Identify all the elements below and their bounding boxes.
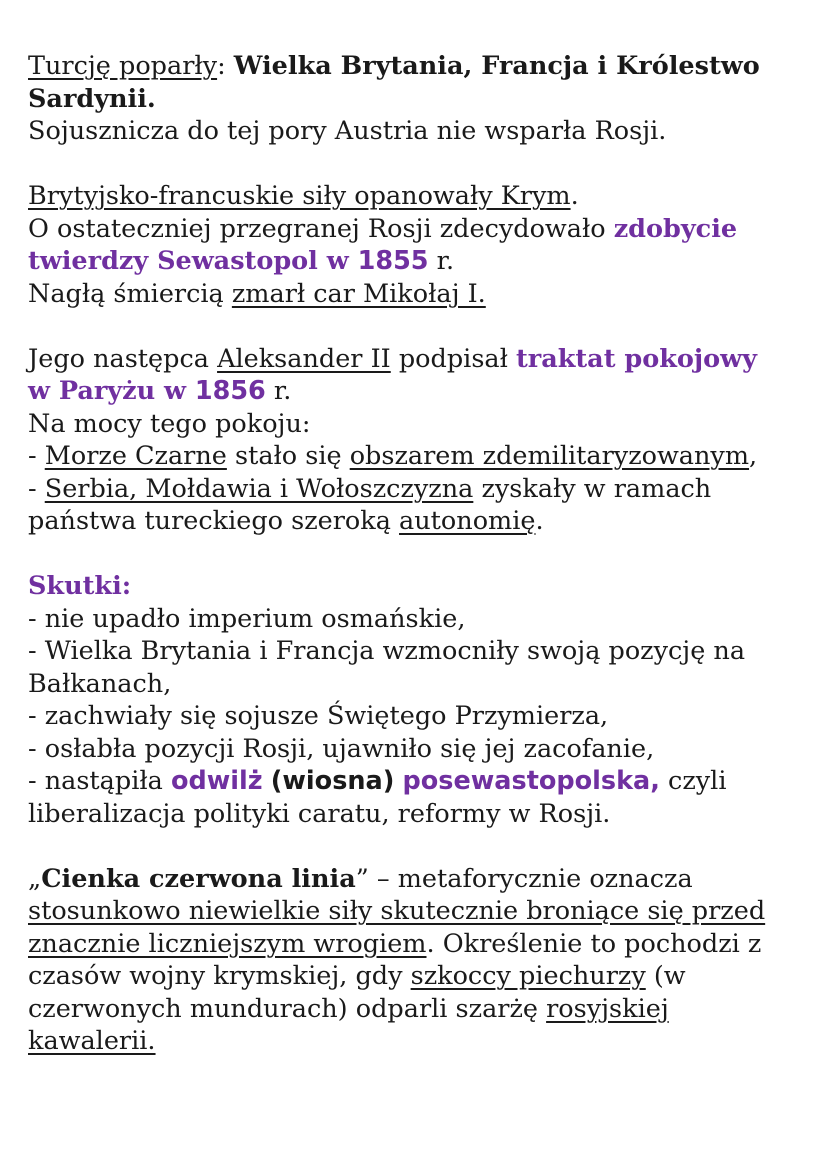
- line: [28, 213, 818, 246]
- text-line: Sojusznicza do tej pory Austria nie wsparła Rosji.: [28, 116, 667, 146]
- text-line: Na mocy tego pokoju:: [28, 408, 311, 439]
- underlined-text: znacznie liczniejszym wrogiem: [28, 928, 427, 959]
- list-item: - zachwiały się sojusze Świętego Przymierza,: [28, 701, 609, 731]
- text: czasów wojny krymskiej, gdy: [28, 961, 411, 991]
- bold-text: (wiosna): [270, 766, 395, 796]
- underlined-text: Morze Czarne: [44, 441, 227, 471]
- text: (w: [645, 961, 686, 991]
- line: [28, 245, 818, 278]
- text: r.: [265, 376, 292, 406]
- underlined-text: stosunkowo niewielkie siły skutecznie broniące się przed: [28, 896, 766, 926]
- text: .: [570, 181, 579, 211]
- line: [28, 375, 818, 408]
- text: ,: [749, 441, 758, 471]
- underlined-text: Turcję poparły: [28, 51, 218, 81]
- underlined-text: Brytyjsko-francuskie siły opanowały Krym: [28, 181, 571, 211]
- bold-text: Wielka Brytania, Francja i Królestwo: [233, 51, 760, 81]
- text: państwa tureckiego szeroką: [28, 506, 400, 536]
- list-item: [28, 765, 818, 798]
- line: [28, 343, 818, 376]
- text: -: [28, 473, 45, 504]
- list-item: - Wielka Brytania i Francja wzmocniły swoją pozycję na: [28, 636, 746, 666]
- highlighted-text: twierdzy Sewastopol w: [28, 246, 358, 276]
- text: stało się: [226, 441, 350, 471]
- underlined-text: Aleksander II: [217, 343, 391, 374]
- line: [28, 993, 818, 1026]
- thin-red-line-paragraph: [28, 863, 818, 1058]
- text: ” – metaforycznie oznacza: [355, 863, 693, 894]
- section-heading: Skutki:: [28, 571, 132, 601]
- line: [28, 278, 818, 311]
- underlined-text: szkoccy piechurzy: [410, 961, 646, 991]
- line: [28, 928, 818, 961]
- line: [28, 505, 818, 538]
- line: [28, 50, 818, 83]
- underlined-text: rosyjskiej: [546, 993, 669, 1024]
- highlighted-text: odwilż: [170, 766, 263, 796]
- underlined-text: autonomię: [399, 506, 536, 536]
- highlighted-year: 1856: [194, 376, 266, 406]
- line: [28, 180, 818, 213]
- text: Nagłą śmiercią: [28, 278, 232, 309]
- text: .: [535, 506, 544, 536]
- allies-paragraph: [28, 50, 818, 148]
- list-item-continuation: Bałkanach,: [28, 668, 172, 699]
- bold-text: Cienka czerwona linia: [41, 863, 356, 894]
- text: podpisał: [390, 343, 516, 374]
- text: :: [217, 51, 234, 81]
- text: „: [28, 863, 42, 894]
- text: . Określenie to pochodzi z: [426, 928, 762, 959]
- effects-paragraph: [28, 570, 818, 830]
- list-item-continuation: liberalizacja polityki caratu, reformy w Rosji.: [28, 798, 611, 829]
- highlighted-text: w Paryżu w: [28, 376, 195, 406]
- text: O ostateczniej przegranej Rosji zdecydowało: [28, 213, 614, 244]
- text: czerwonych mundurach) odparli szarżę: [28, 993, 547, 1024]
- line: [28, 960, 818, 993]
- crimea-paragraph: [28, 180, 818, 310]
- text: Jego następca: [28, 343, 218, 374]
- list-item: - osłabła pozycji Rosji, ujawniło się jej zacofanie,: [28, 733, 655, 764]
- underlined-text: Serbia, Mołdawia i Wołoszczyzna: [44, 473, 474, 504]
- underlined-text: obszarem zdemilitaryzowanym: [349, 441, 750, 471]
- text: zyskały w ramach: [473, 473, 712, 504]
- underlined-text: zmarł car Mikołaj I.: [231, 278, 486, 309]
- highlighted-year: 1855: [357, 246, 429, 276]
- text: - nastąpiła: [28, 766, 171, 796]
- highlighted-text: zdobycie: [613, 213, 738, 244]
- text: -: [28, 441, 45, 471]
- list-item: - nie upadło imperium osmańskie,: [28, 603, 466, 634]
- bold-text: Sardynii.: [28, 83, 156, 114]
- highlighted-text: posewastopolska,: [402, 766, 660, 796]
- notes-body: [28, 50, 818, 1090]
- line: [28, 440, 818, 473]
- text: czyli: [659, 766, 727, 796]
- line: [28, 863, 818, 896]
- text: [394, 766, 402, 796]
- treaty-paragraph: [28, 343, 818, 538]
- line: [28, 1025, 818, 1058]
- underlined-text: kawalerii.: [28, 1026, 156, 1056]
- text: r.: [428, 246, 455, 276]
- text: [263, 766, 271, 796]
- highlighted-text: traktat pokojowy: [516, 343, 757, 374]
- line: [28, 473, 818, 506]
